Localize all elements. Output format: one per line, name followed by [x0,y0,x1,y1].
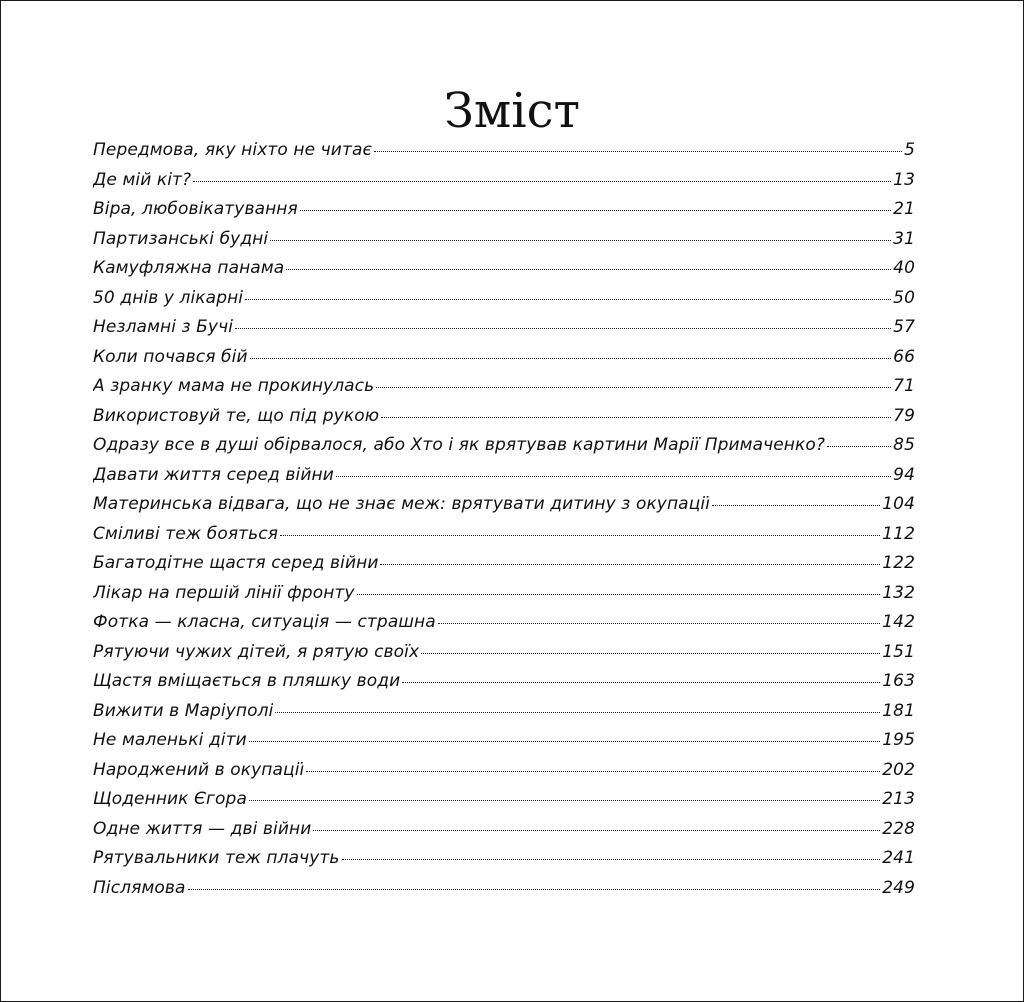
toc-entry-title: Лікар на першій лінії фронту [93,582,355,603]
toc-entry [93,435,915,465]
toc-entry [93,583,915,613]
toc-entry-page-number: 132 [882,582,915,603]
dot-leader [249,800,880,801]
dot-leader [402,682,880,683]
toc-entry [93,465,915,495]
toc-entry-title: Рятуючи чужих дітей, я рятую своїх [93,641,420,662]
dot-leader [438,623,881,624]
toc-entry-page-number: 241 [882,848,915,868]
toc-entry-title: Щоденник Єгора [93,789,247,809]
toc-entry [93,140,915,170]
dot-leader [712,505,880,506]
toc-entry-page-number: 40 [893,258,915,278]
toc-entry [93,199,915,229]
dot-leader [357,594,881,595]
toc-entry [93,406,915,436]
toc-entry [93,288,915,318]
toc-entry-page-number: 104 [882,494,915,514]
toc-entry-title: А зранку мама не прокинулась [93,376,375,396]
dot-leader [275,712,880,713]
toc-entry [93,612,915,642]
dot-leader [336,476,891,477]
dot-leader [827,446,891,447]
toc-entry-page-number: 57 [893,317,915,337]
toc-entry [93,730,915,760]
toc-entry [93,553,915,583]
dot-leader [306,771,880,772]
toc-entry-page-number: 249 [882,877,915,898]
toc-entry-title: Щастя вміщається в пляшку води [93,671,401,691]
toc-entry-title: Народжений в окупації [93,759,305,780]
toc-entry-title: 50 днів у лікарні [93,287,244,308]
toc-entry [93,789,915,819]
toc-entry [93,170,915,200]
toc-entry [93,819,915,849]
toc-entry-title: Післямова [93,877,186,898]
toc-entry-page-number: 79 [893,405,915,426]
dot-leader [235,328,891,329]
dot-leader [376,387,891,388]
toc-entry-title: Камуфляжна панама [93,258,285,278]
toc-entry-title: Одне життя — дві війни [93,818,312,839]
dot-leader [250,358,892,359]
dot-leader [421,653,880,654]
page-title: Зміст [443,83,581,139]
dot-leader [380,564,880,565]
toc-entry-page-number: 228 [882,818,915,839]
toc-entry-title: Де мій кіт? [93,169,192,190]
toc-entry-page-number: 50 [893,287,915,308]
dot-leader [300,210,891,211]
toc-entry-title: Материнська відвага, що не знає меж: врятувати дитину з окупації [93,494,711,514]
toc-entry-title: Використовуй те, що під рукою [93,405,380,426]
toc-entry [93,317,915,347]
toc-entry-page-number: 5 [904,140,915,160]
dot-leader [286,269,891,270]
toc-entry-title: Давати життя серед війни [93,464,334,485]
toc-entry [93,701,915,731]
toc-entry-title: Багатодітне щастя серед війни [93,553,379,573]
toc-entry [93,671,915,701]
dot-leader [245,299,891,300]
toc-entry [93,848,915,878]
toc-entry-page-number: 94 [893,464,915,485]
toc-entry-title: Вижити в Маріуполі [93,700,274,721]
dot-leader [188,889,881,890]
toc-entry-title: Одразу все в душі обірвалося, або Хто і як врятував картини Марії Примаченко? [93,435,826,455]
toc-entry-page-number: 112 [882,523,915,544]
toc-entry-title: Фотка — класна, ситуація — страшна [93,612,436,632]
dot-leader [193,181,891,182]
toc-entry-page-number: 66 [893,346,915,367]
toc-entry-page-number: 163 [882,671,915,691]
toc-entry-title: Не маленькі діти [93,730,247,750]
dot-leader [270,240,891,241]
toc-entry-page-number: 21 [893,199,915,219]
toc-entry-page-number: 31 [893,228,915,249]
toc-entry-page-number: 213 [882,789,915,809]
dot-leader [280,535,880,536]
dot-leader [249,741,880,742]
toc-entry [93,258,915,288]
toc-entry [93,494,915,524]
toc-entry [93,642,915,672]
toc-entry-page-number: 181 [882,700,915,721]
toc-entry-page-number: 13 [893,169,915,190]
toc-entry-title: Коли почався бій [93,346,248,367]
toc-entry [93,376,915,406]
toc-entry-page-number: 202 [882,759,915,780]
toc-entry-title: Передмова, яку ніхто не читає [93,140,372,160]
toc-entry-page-number: 151 [882,641,915,662]
toc-entry-page-number: 122 [882,553,915,573]
dot-leader [374,151,902,152]
dot-leader [313,830,880,831]
toc-entry-page-number: 85 [893,435,915,455]
toc-entry [93,524,915,554]
toc-entry [93,229,915,259]
toc-entry-page-number: 142 [882,612,915,632]
toc-entry-title: Віра, любовікатування [93,199,298,219]
table-of-contents [93,140,915,907]
toc-entry-title: Рятувальники теж плачуть [93,848,340,868]
toc-entry [93,878,915,908]
toc-entry-title: Партизанські будні [93,228,269,249]
toc-entry-title: Незламні з Бучі [93,317,234,337]
toc-entry [93,347,915,377]
toc-entry-page-number: 71 [893,376,915,396]
toc-entry-title: Сміливі теж бояться [93,523,279,544]
dot-leader [342,859,881,860]
toc-entry [93,760,915,790]
toc-entry-page-number: 195 [882,730,915,750]
dot-leader [381,417,891,418]
